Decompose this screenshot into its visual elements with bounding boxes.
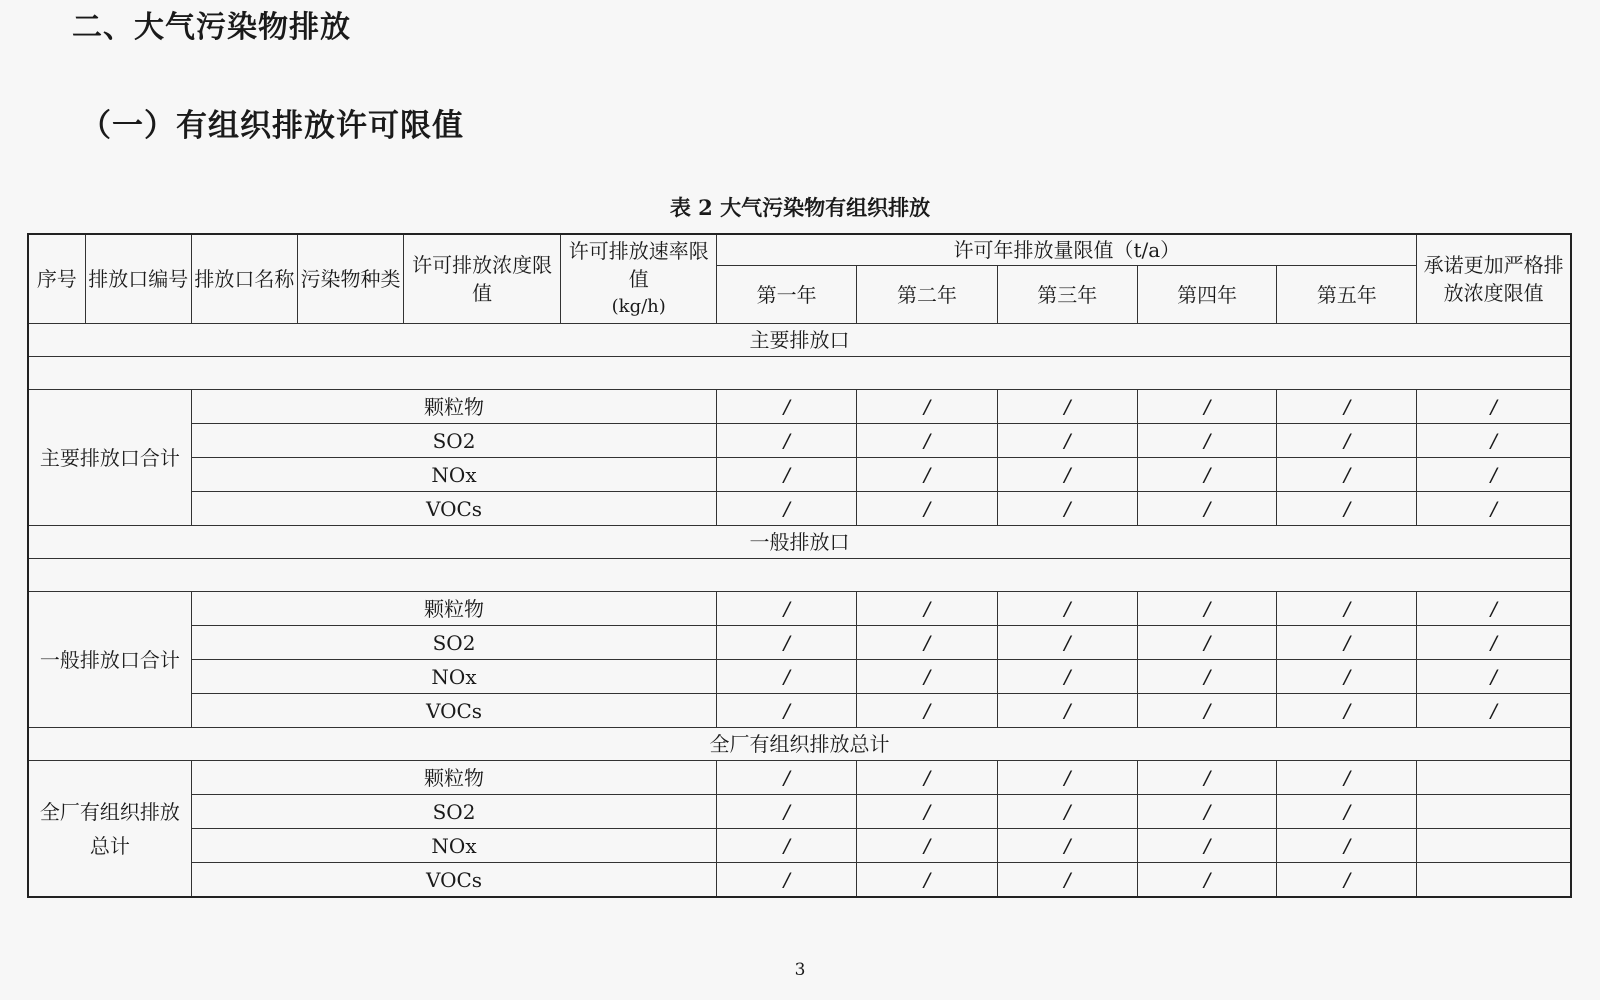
annual-limit-cell: / <box>717 761 857 795</box>
pollutant-cell: NOx <box>191 458 717 492</box>
header-year-4: 第四年 <box>1137 266 1277 324</box>
annual-limit-cell: / <box>1137 424 1277 458</box>
annual-limit-cell: / <box>1137 829 1277 863</box>
annual-limit-cell: / <box>717 795 857 829</box>
annual-limit-cell: / <box>1277 626 1417 660</box>
annual-limit-cell: / <box>997 829 1137 863</box>
annual-limit-cell: / <box>997 795 1137 829</box>
section-title: 二、大气污染物排放 <box>72 10 351 45</box>
table-row <box>28 390 1571 424</box>
annual-limit-cell: / <box>997 694 1137 728</box>
annual-limit-cell: / <box>1137 761 1277 795</box>
annual-limit-cell: / <box>717 492 857 526</box>
group-title-row <box>28 526 1571 559</box>
annual-limit-cell: / <box>1137 795 1277 829</box>
header-year-2: 第二年 <box>857 266 998 324</box>
annual-limit-cell: / <box>997 390 1137 424</box>
annual-limit-cell: / <box>717 424 857 458</box>
annual-limit-cell: / <box>997 626 1137 660</box>
table-row <box>28 458 1571 492</box>
annual-limit-cell: / <box>717 626 857 660</box>
annual-limit-cell: / <box>1137 390 1277 424</box>
annual-limit-cell: / <box>1137 626 1277 660</box>
table-row <box>28 626 1571 660</box>
annual-limit-cell: / <box>857 424 998 458</box>
annual-limit-cell: / <box>717 390 857 424</box>
header-concentration: 许可排放浓度限值 <box>404 234 561 324</box>
annual-limit-cell: / <box>997 592 1137 626</box>
stricter-limit-cell: / <box>1417 390 1571 424</box>
stricter-limit-cell: / <box>1417 626 1571 660</box>
pollutant-cell: VOCs <box>191 694 717 728</box>
blank-row <box>28 559 1571 592</box>
annual-limit-cell: / <box>717 863 857 898</box>
pollutant-cell: VOCs <box>191 863 717 898</box>
pollutant-cell: 颗粒物 <box>191 592 717 626</box>
annual-limit-cell: / <box>857 492 998 526</box>
annual-limit-cell: / <box>1277 761 1417 795</box>
stricter-limit-cell <box>1417 829 1571 863</box>
header-annual-limit: 许可年排放量限值（t/a） <box>717 234 1417 266</box>
annual-limit-cell: / <box>857 795 998 829</box>
annual-limit-cell: / <box>717 694 857 728</box>
annual-limit-cell: / <box>1137 863 1277 898</box>
annual-limit-cell: / <box>857 829 998 863</box>
stricter-limit-cell <box>1417 795 1571 829</box>
annual-limit-cell: / <box>857 390 998 424</box>
subsection-title: （一）有组织排放许可限值 <box>80 108 464 144</box>
stricter-limit-cell: / <box>1417 660 1571 694</box>
header-pollutant: 污染物种类 <box>297 234 403 324</box>
table-row <box>28 424 1571 458</box>
annual-limit-cell: / <box>1137 492 1277 526</box>
pollutant-cell: NOx <box>191 660 717 694</box>
total-label: 全厂有组织排放总计 <box>28 761 191 898</box>
annual-limit-cell: / <box>717 592 857 626</box>
stricter-limit-cell: / <box>1417 592 1571 626</box>
header-rate-label: 许可排放速率限值 <box>568 239 709 291</box>
group-title: 主要排放口 <box>28 324 1571 357</box>
pollutant-cell: 颗粒物 <box>191 390 717 424</box>
annual-limit-cell: / <box>1137 592 1277 626</box>
emissions-table <box>27 233 1572 898</box>
annual-limit-cell: / <box>997 492 1137 526</box>
annual-limit-cell: / <box>1277 694 1417 728</box>
annual-limit-cell: / <box>997 863 1137 898</box>
total-label: 一般排放口合计 <box>28 592 191 728</box>
blank-row <box>28 357 1571 390</box>
header-stricter: 承诺更加严格排放浓度限值 <box>1417 234 1571 324</box>
group-title: 一般排放口 <box>28 526 1571 559</box>
total-label: 主要排放口合计 <box>28 390 191 526</box>
annual-limit-cell: / <box>1137 660 1277 694</box>
header-year-1: 第一年 <box>717 266 857 324</box>
annual-limit-cell: / <box>1277 863 1417 898</box>
annual-limit-cell: / <box>1277 592 1417 626</box>
annual-limit-cell: / <box>717 458 857 492</box>
stricter-limit-cell: / <box>1417 458 1571 492</box>
annual-limit-cell: / <box>1277 492 1417 526</box>
annual-limit-cell: / <box>1277 424 1417 458</box>
header-row <box>28 234 1571 266</box>
page-number: 3 <box>794 960 806 980</box>
pollutant-cell: 颗粒物 <box>191 761 717 795</box>
table-row <box>28 694 1571 728</box>
table-row <box>28 863 1571 898</box>
pollutant-cell: SO2 <box>191 795 717 829</box>
annual-limit-cell: / <box>857 660 998 694</box>
annual-limit-cell: / <box>1277 390 1417 424</box>
annual-limit-cell: / <box>997 660 1137 694</box>
group-title: 全厂有组织排放总计 <box>28 728 1571 761</box>
header-outlet-name: 排放口名称 <box>191 234 297 324</box>
annual-limit-cell: / <box>717 829 857 863</box>
table-row <box>28 795 1571 829</box>
annual-limit-cell: / <box>857 626 998 660</box>
header-rate <box>561 234 717 324</box>
stricter-limit-cell <box>1417 863 1571 898</box>
pollutant-cell: SO2 <box>191 424 717 458</box>
annual-limit-cell: / <box>1277 829 1417 863</box>
annual-limit-cell: / <box>857 863 998 898</box>
annual-limit-cell: / <box>857 458 998 492</box>
table-row <box>28 761 1571 795</box>
annual-limit-cell: / <box>1277 660 1417 694</box>
annual-limit-cell: / <box>1277 458 1417 492</box>
stricter-limit-cell: / <box>1417 424 1571 458</box>
annual-limit-cell: / <box>857 761 998 795</box>
pollutant-cell: NOx <box>191 829 717 863</box>
table-row <box>28 660 1571 694</box>
blank-cell <box>28 357 1571 390</box>
stricter-limit-cell <box>1417 761 1571 795</box>
table-row <box>28 829 1571 863</box>
pollutant-cell: VOCs <box>191 492 717 526</box>
annual-limit-cell: / <box>997 458 1137 492</box>
table-row <box>28 492 1571 526</box>
group-title-row <box>28 324 1571 357</box>
header-year-5: 第五年 <box>1277 266 1417 324</box>
annual-limit-cell: / <box>1137 458 1277 492</box>
header-outlet-no: 排放口编号 <box>85 234 191 324</box>
header-seq: 序号 <box>28 234 85 324</box>
pollutant-cell: SO2 <box>191 626 717 660</box>
annual-limit-cell: / <box>997 761 1137 795</box>
blank-cell <box>28 559 1571 592</box>
annual-limit-cell: / <box>717 660 857 694</box>
annual-limit-cell: / <box>857 592 998 626</box>
stricter-limit-cell: / <box>1417 694 1571 728</box>
annual-limit-cell: / <box>997 424 1137 458</box>
group-title-row <box>28 728 1571 761</box>
annual-limit-cell: / <box>1137 694 1277 728</box>
annual-limit-cell: / <box>857 694 998 728</box>
header-rate-unit: (kg/h) <box>611 296 666 317</box>
stricter-limit-cell: / <box>1417 492 1571 526</box>
table-caption: 表 2 大气污染物有组织排放 <box>669 195 931 220</box>
header-year-3: 第三年 <box>997 266 1137 324</box>
table-row <box>28 592 1571 626</box>
annual-limit-cell: / <box>1277 795 1417 829</box>
